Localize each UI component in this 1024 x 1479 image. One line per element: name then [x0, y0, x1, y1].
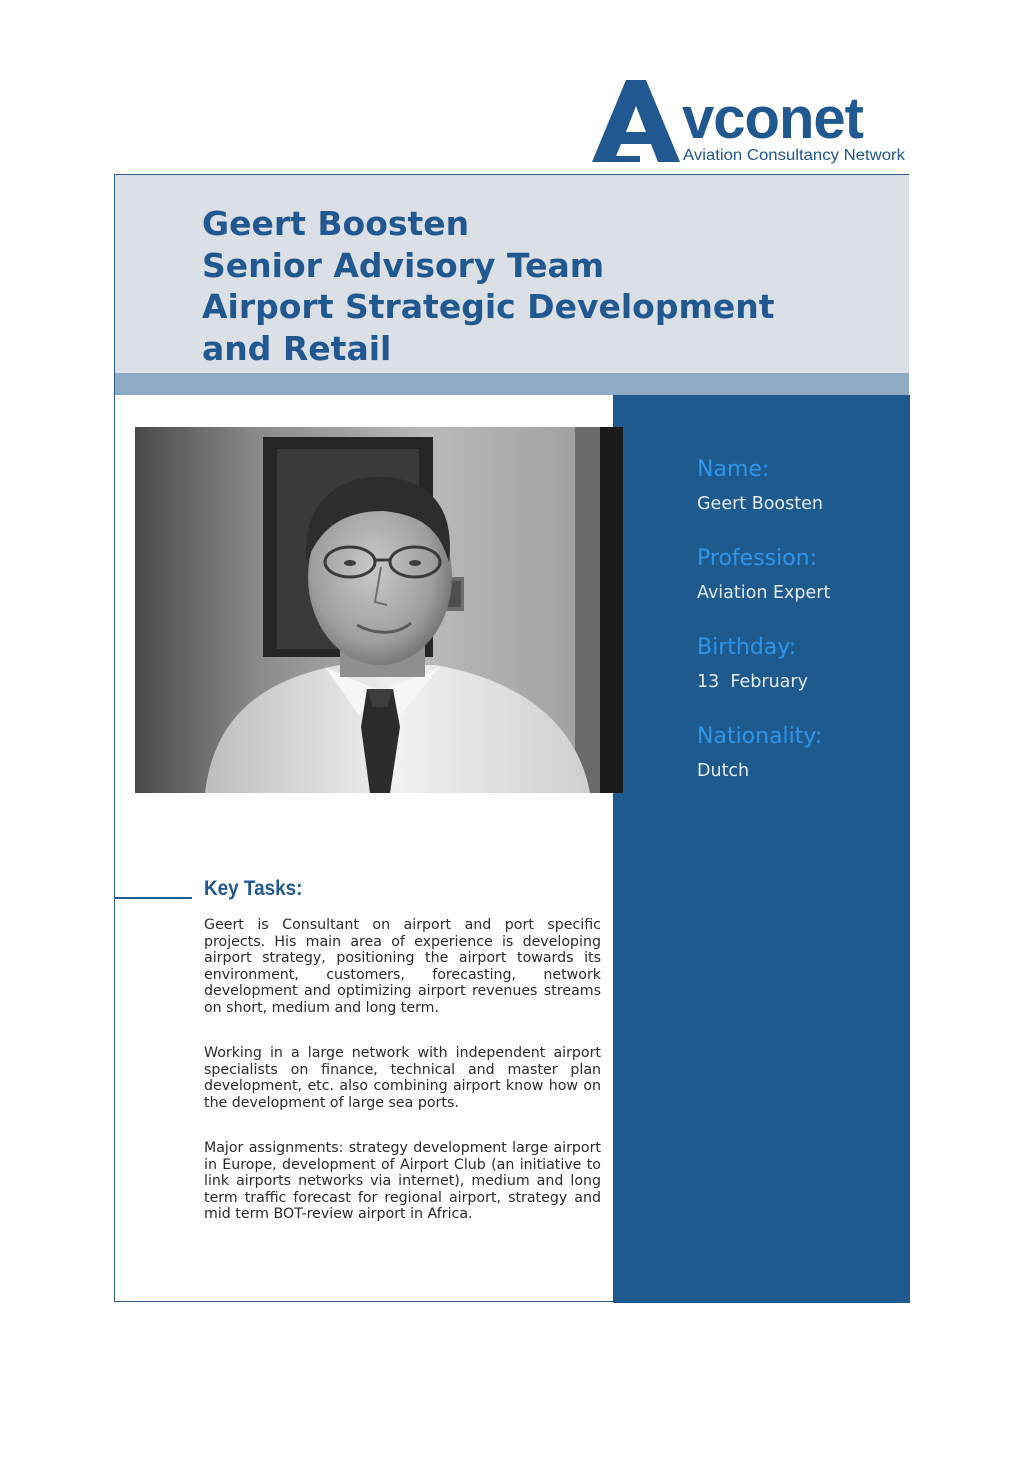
- key-tasks-rule: [114, 897, 192, 899]
- key-tasks-paragraph-1: Geert is Consultant on airport and port specific projects. His main area of experience is developing airport strategy, positioning the airport towards its environment, customers, forecasting, network development and optimizing airport revenues streams on short, medium and long term.: [204, 917, 601, 1016]
- key-tasks-heading: Key Tasks:: [204, 877, 303, 900]
- nationality-value: Dutch: [697, 761, 750, 781]
- title-line-role: Airport Strategic Development: [202, 287, 775, 326]
- title-line-name: Geert Boosten: [202, 204, 470, 243]
- key-tasks-paragraph-2: Working in a large network with independent airport specialists on finance, technical and master plan development, etc. also combining airport know how on the development of large sea ports.: [204, 1045, 601, 1111]
- birthday-value: 13 February: [697, 672, 808, 692]
- logo-tagline: Aviation Consultancy Network: [683, 147, 906, 164]
- title-line-role-cont: and Retail: [202, 328, 392, 368]
- birthday-label: Birthday:: [697, 635, 797, 660]
- profession-label: Profession:: [697, 546, 818, 571]
- profession-value: Aviation Expert: [697, 583, 831, 603]
- key-tasks-paragraph-3: Major assignments: strategy development large airport in Europe, development of Airport Club (an initiative to link airports networks via internet), medium and long term traffic forecast for regional airport, strategy and mid term BOT-review airport in Africa.: [204, 1140, 601, 1222]
- logo-wordmark: vconet: [682, 86, 863, 151]
- title-line-team: Senior Advisory Team: [202, 245, 605, 285]
- name-value: Geert Boosten: [697, 494, 823, 514]
- name-label: Name:: [697, 457, 770, 482]
- header-accent-strip: [115, 373, 909, 395]
- page-title: [202, 203, 882, 369]
- avconet-logo: [588, 76, 910, 168]
- nationality-label: Nationality:: [697, 724, 823, 749]
- profile-info-panel: [613, 395, 910, 1303]
- portrait-photo: [135, 427, 623, 793]
